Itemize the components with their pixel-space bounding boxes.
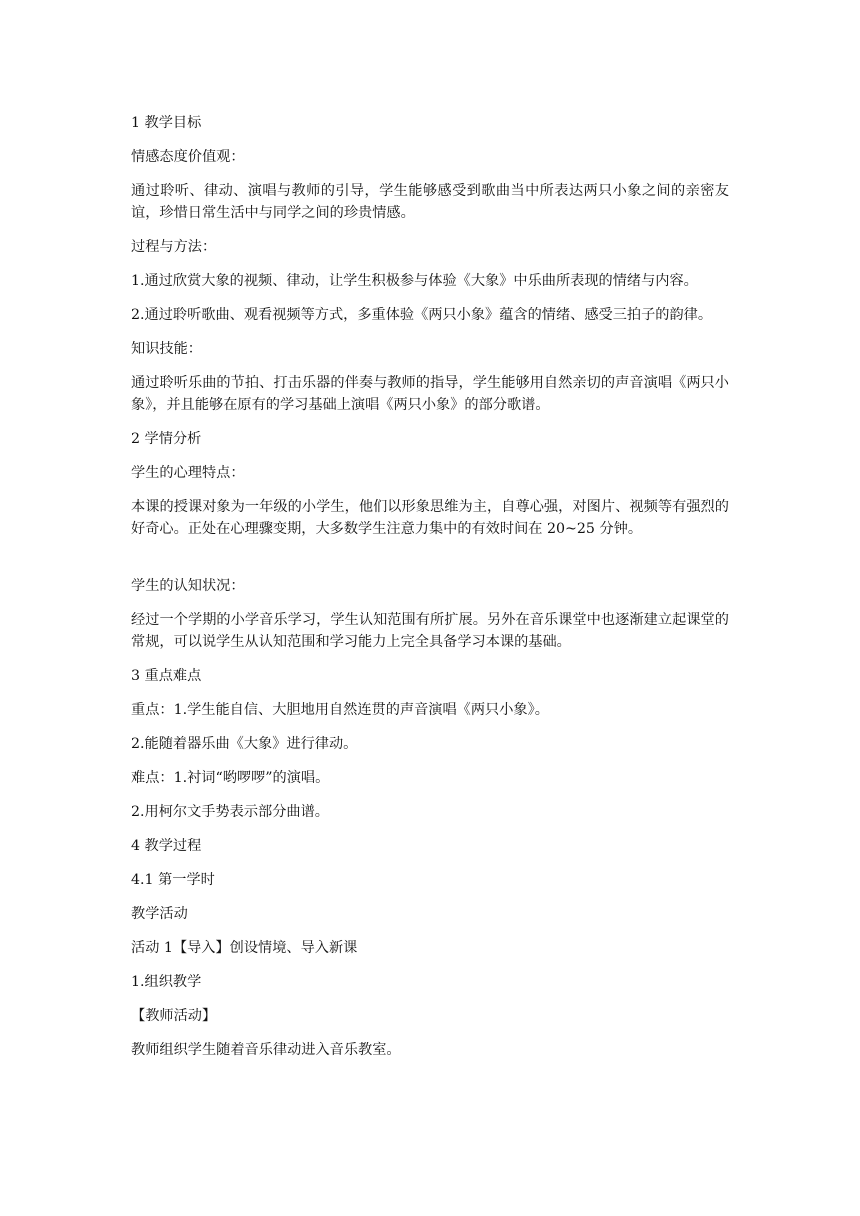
subheading-cognition: 学生的认知状况：: [131, 578, 245, 594]
paragraph-knowledge-goal: 通过聆听乐曲的节拍、打击乐器的伴奏与教师的指导，学生能够用自然亲切的声音演唱《两只小象》，并且能够在原有的学习基础上演唱《两只小象》的部分歌谱。: [131, 375, 729, 413]
subheading-knowledge-skills: 知识技能：: [131, 341, 202, 357]
list-item-method-2: 2.通过聆听歌曲、观看视频等方式，多重体验《两只小象》蕴含的情绪、感受三拍子的韵律。: [131, 307, 713, 323]
paragraph-emotion-goal: 通过聆听、律动、演唱与教师的引导，学生能够感受到歌曲当中所表达两只小象之间的亲密友谊，珍惜日常生活中与同学之间的珍贵情感。: [131, 183, 729, 221]
subheading-emotion-attitude: 情感态度价值观：: [131, 149, 245, 165]
paragraph-cognition: 经过一个学期的小学音乐学习，学生认知范围有所扩展。另外在音乐课堂中也逐渐建立起课堂的常规，可以说学生从认知范围和学习能力上完全具备学习本课的基础。: [131, 612, 729, 650]
section-heading-teaching-goals: 1 教学目标: [131, 115, 202, 131]
subheading-process-method: 过程与方法：: [131, 239, 217, 255]
activity-1-title: 活动 1【导入】创设情境、导入新课: [131, 940, 358, 956]
document-body: [131, 112, 731, 1073]
subheading-psychology: 学生的心理特点：: [131, 465, 245, 481]
list-item-method-1: 1.通过欣赏大象的视频、律动，让学生积极参与体验《大象》中乐曲所表现的情绪与内容。: [131, 273, 698, 289]
key-point-1: 重点：1.学生能自信、大胆地用自然连贯的声音演唱《两只小象》。: [131, 702, 549, 718]
subheading-teaching-activities: 教学活动: [131, 906, 188, 922]
teacher-activity-label: 【教师活动】: [131, 1008, 217, 1024]
paragraph-psychology: 本课的授课对象为一年级的小学生，他们以形象思维为主，自尊心强，对图片、视频等有强烈的好奇心。正处在心理骤变期，大多数学生注意力集中的有效时间在 20~25 分钟。: [131, 499, 729, 537]
section-heading-teaching-process: 4 教学过程: [131, 838, 202, 854]
section-heading-student-analysis: 2 学情分析: [131, 431, 202, 447]
teacher-activity-text: 教师组织学生随着音乐律动进入音乐教室。: [131, 1042, 401, 1058]
blank-line: [131, 552, 731, 575]
activity-step-organize: 1.组织教学: [131, 974, 202, 990]
section-heading-key-points: 3 重点难点: [131, 668, 202, 684]
difficulty-1: 难点：1.衬词“哟啰啰”的演唱。: [131, 770, 330, 786]
key-point-2: 2.能随着器乐曲《大象》进行律动。: [131, 736, 358, 752]
difficulty-2: 2.用柯尔文手势表示部分曲谱。: [131, 804, 329, 820]
subsection-first-lesson: 4.1 第一学时: [131, 872, 215, 888]
